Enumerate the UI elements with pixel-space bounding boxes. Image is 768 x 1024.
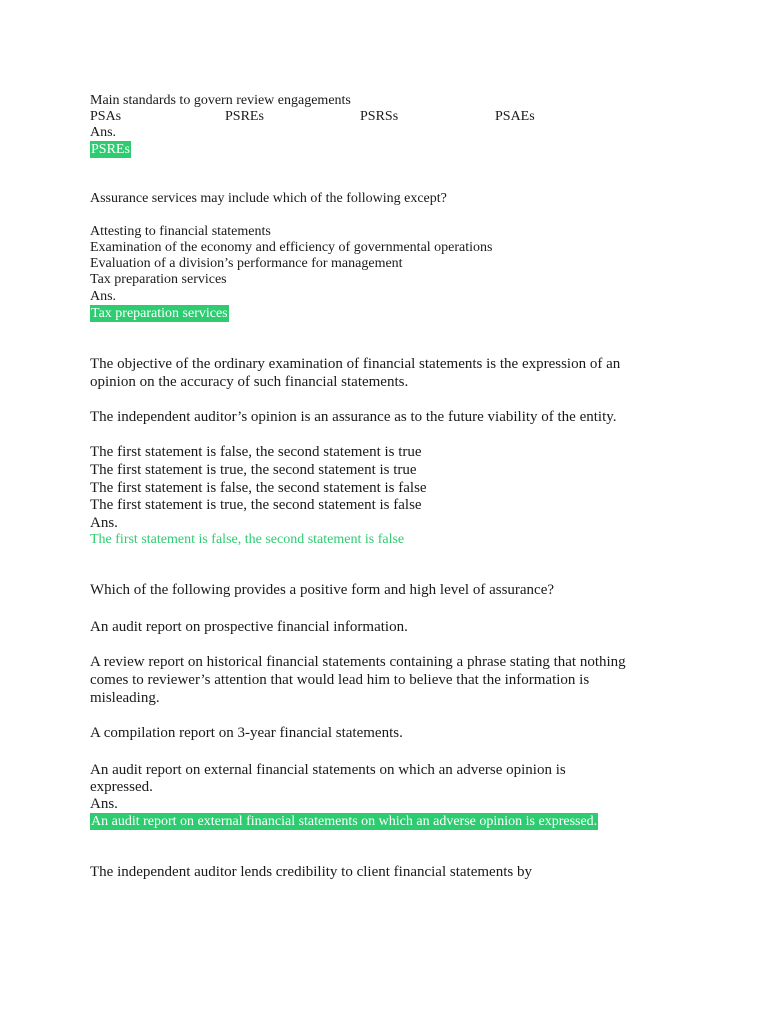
- q3-statement1-line1: The objective of the ordinary examination of financial statements is the expression of an: [90, 356, 621, 372]
- q1-option-4: PSAEs: [495, 109, 535, 124]
- q2-option-3: Evaluation of a division’s performance for management: [90, 256, 403, 271]
- q1-option-3: PSRSs: [360, 109, 399, 124]
- q4-question: Which of the following provides a positive form and high level of assurance?: [90, 582, 555, 598]
- q1-options-row: [90, 110, 630, 124]
- q2-option-4: Tax preparation services: [90, 272, 227, 287]
- q4-option-b-line2: comes to reviewer’s attention that would lead him to believe that the information is: [90, 672, 590, 688]
- q2-question: Assurance services may include which of the following except?: [90, 191, 447, 206]
- q1-option-1: PSAs: [90, 109, 122, 124]
- q3-answer: The first statement is false, the second statement is false: [90, 532, 405, 547]
- q4-option-b-line3: misleading.: [90, 690, 160, 706]
- q1-ans-label: Ans.: [90, 125, 117, 140]
- q3-ans-label: Ans.: [90, 515, 118, 531]
- q2-ans-label: Ans.: [90, 289, 117, 304]
- q4-option-b-line1: A review report on historical financial statements containing a phrase stating that nothing: [90, 654, 626, 670]
- q3-option-1: The first statement is false, the second statement is true: [90, 444, 422, 460]
- q4-answer: An audit report on external financial statements on which an adverse opinion is expressed.: [91, 814, 598, 829]
- q3-statement2: The independent auditor’s opinion is an assurance as to the future viability of the entity.: [90, 409, 617, 425]
- q2-answer: Tax preparation services: [91, 306, 228, 321]
- q4-ans-label: Ans.: [90, 796, 118, 812]
- q1-question: Main standards to govern review engagements: [90, 93, 351, 108]
- q4-answer-line: [90, 815, 598, 829]
- q4-option-d-line2: expressed.: [90, 779, 153, 795]
- q1-answer: PSREs: [91, 142, 130, 157]
- q2-option-2: Examination of the economy and efficiency of governmental operations: [90, 240, 493, 255]
- q4-option-c: A compilation report on 3-year financial statements.: [90, 725, 403, 741]
- q2-option-1: Attesting to financial statements: [90, 224, 271, 239]
- q4-option-a: An audit report on prospective financial information.: [90, 619, 408, 635]
- q3-option-3: The first statement is false, the second statement is false: [90, 480, 427, 496]
- q1-answer-line: [90, 143, 131, 157]
- q3-option-2: The first statement is true, the second statement is true: [90, 462, 417, 478]
- q2-answer-line: [90, 307, 229, 321]
- q1-option-2: PSREs: [225, 109, 264, 124]
- q3-statement1-line2: opinion on the accuracy of such financial statements.: [90, 374, 409, 390]
- q4-option-d-line1: An audit report on external financial statements on which an adverse opinion is: [90, 762, 566, 778]
- q3-option-4: The first statement is true, the second statement is false: [90, 497, 422, 513]
- q5-question: The independent auditor lends credibility to client financial statements by: [90, 864, 532, 880]
